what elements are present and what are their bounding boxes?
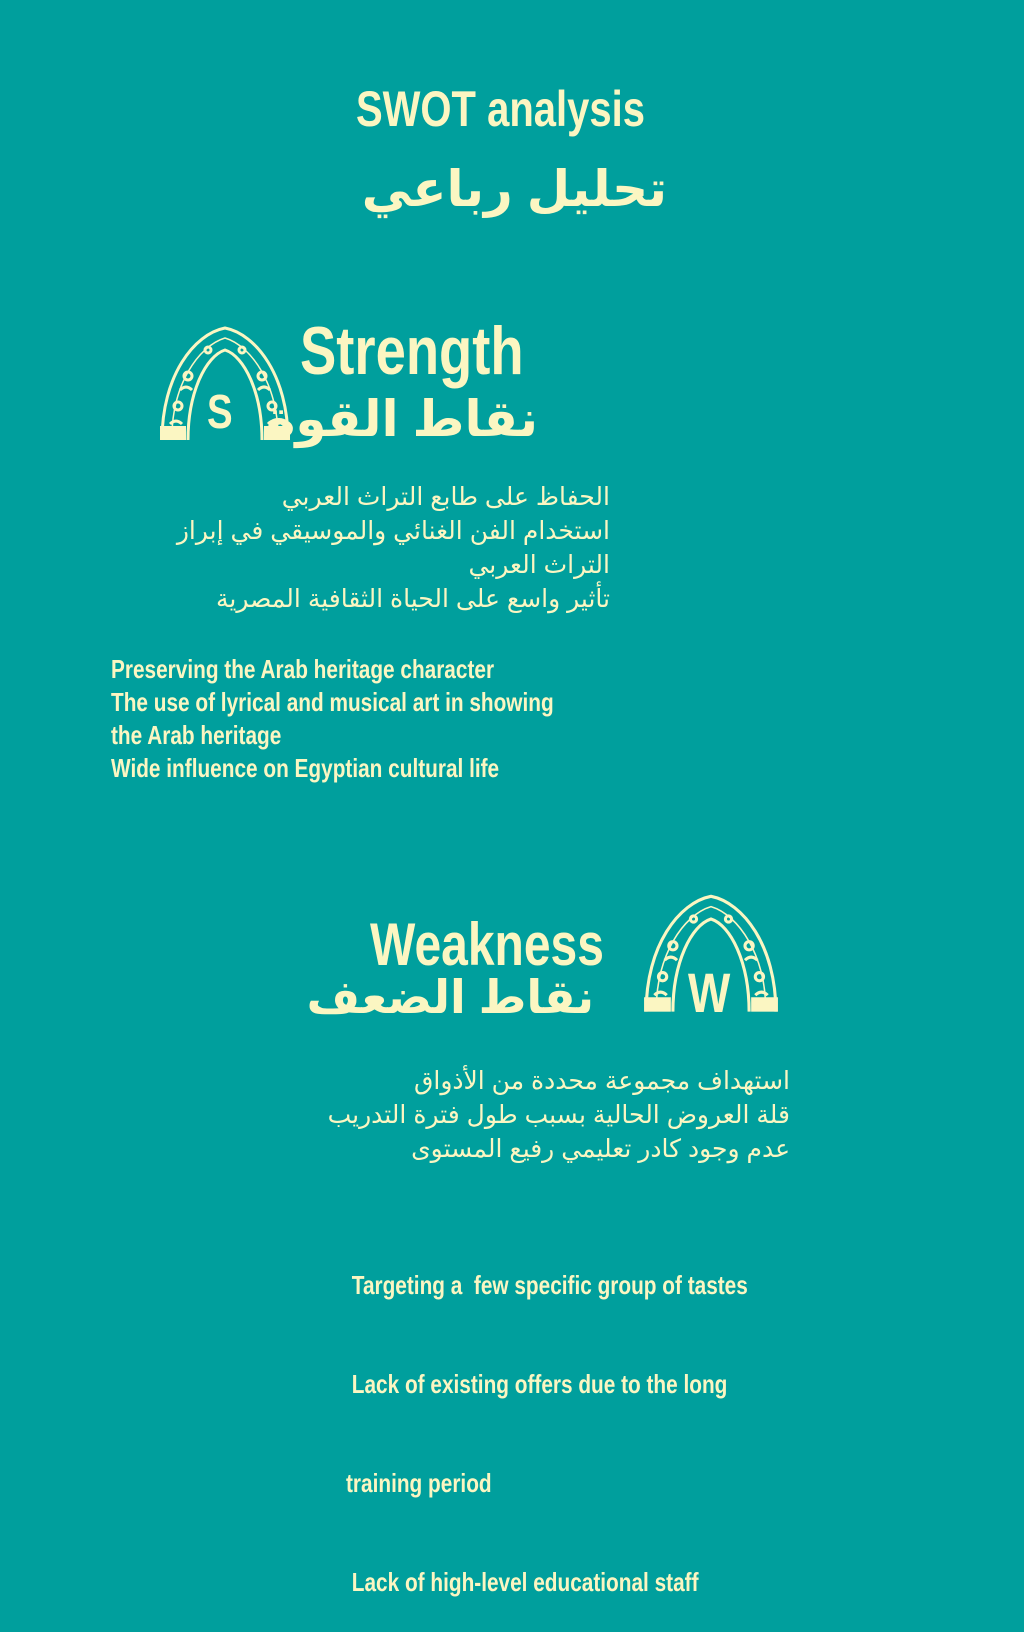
title-english: SWOT analysis: [356, 81, 645, 137]
weakness-heading-english: Weakness: [370, 911, 604, 978]
list-item: عدم وجود كادر تعليمي رفيع المستوى: [411, 1135, 790, 1163]
strength-heading-english: Strength: [300, 313, 524, 389]
weakness-points-arabic: [328, 1064, 790, 1166]
weakness-heading-arabic: نقاط الضعف: [306, 971, 594, 1023]
strength-points-english: [111, 653, 664, 785]
strength-heading-arabic: نقاط القوة: [265, 391, 538, 447]
weakness-letter: W: [688, 961, 731, 1024]
strength-letter: S: [207, 386, 233, 439]
list-item: the Arab heritage: [111, 720, 282, 750]
title-arabic: تحليل رباعي: [361, 161, 667, 217]
list-item: Preserving the Arab heritage character: [111, 654, 495, 684]
list-item: Lack of existing offers due to the long: [346, 1369, 728, 1399]
list-item: The use of lyrical and musical art in showing: [111, 687, 554, 717]
list-item: استهداف مجموعة محددة من الأذواق: [413, 1067, 790, 1095]
list-item: استخدام الفن الغنائي والموسيقي في إبراز: [176, 517, 610, 545]
strength-points-arabic: [177, 480, 610, 616]
list-item: Lack of high-level educational staff: [346, 1567, 699, 1597]
list-item: training period: [346, 1468, 492, 1498]
list-item: التراث العربي: [468, 551, 610, 579]
list-item: قلة العروض الحالية بسبب طول فترة التدريب: [327, 1101, 790, 1129]
list-item: Targeting a few specific group of tastes: [346, 1270, 748, 1300]
list-item: تأثير واسع على الحياة الثقافية المصرية: [216, 585, 610, 613]
list-item: الحفاظ على طابع التراث العربي: [281, 483, 610, 511]
list-item: Wide influence on Egyptian cultural life: [111, 753, 500, 783]
weakness-points-english: [346, 1203, 848, 1632]
